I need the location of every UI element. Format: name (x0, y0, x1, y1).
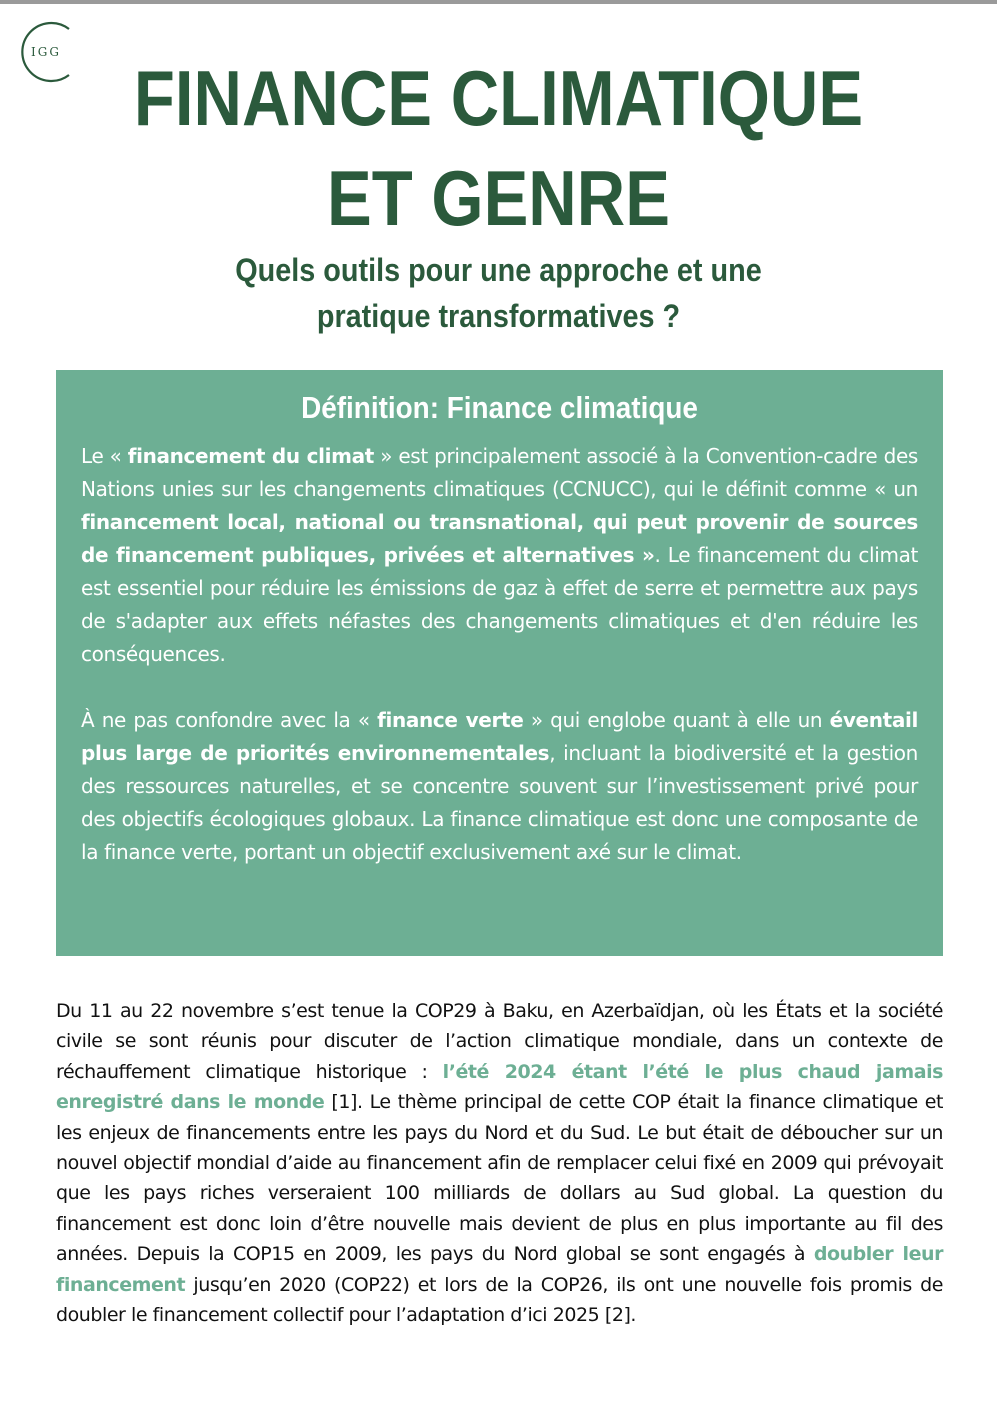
definition-box (56, 370, 943, 956)
definition-paragraph-1 (81, 440, 918, 671)
page-title-line-2: ET GENRE (327, 154, 670, 242)
bold-term: financement local, national ou transnational, qui peut provenir de sources de financement publiques, privées et alternatives » (81, 510, 918, 567)
bold-term: financement du climat (127, 444, 374, 468)
bold-term: éventail plus large de priorités environnementales (81, 708, 918, 765)
page-title-line-1: FINANCE CLIMATIQUE (133, 54, 864, 142)
text-run: jusqu’en 2020 (COP22) et lors de la COP26, ils ont une nouvelle fois promis de doubler le financement collectif pour l’adaptation d’ici 2025 [2]. (56, 1273, 943, 1327)
definition-title: Définition: Finance climatique (301, 390, 698, 425)
text-run: » qui englobe quant à elle un (523, 708, 830, 732)
text-run: Le « (81, 444, 128, 468)
page-title (70, 48, 927, 248)
link-hottest-summer[interactable]: l’été 2024 étant l’été le plus chaud jamais enregistré dans le monde (56, 1060, 943, 1114)
igg-logo (13, 20, 73, 84)
text-run: [1]. Le thème principal de cette COP était la finance climatique et les enjeux de financements entre les pays du Nord et du Sud. Le but était de déboucher sur un nouvel objectif mondial d’aide au financement afin de remplacer celui fixé en 2009 qui prévoyait que les pays riches verseraient 100 milliards de dollars au Sud global. La question du financement est donc loin d’être nouvelle mais devient de plus en plus importante au fil des années. Depuis la COP15 en 2009, les pays du Nord global se sont engagés à (56, 1091, 943, 1266)
page-subtitle-line-2: pratique transformatives ? (316, 298, 681, 334)
definition-paragraph-2 (81, 704, 918, 869)
text-run: À ne pas confondre avec la « (81, 708, 378, 732)
page-subtitle (50, 247, 947, 339)
logo-text: IGG (31, 45, 61, 59)
bold-term: finance verte (377, 708, 524, 732)
top-border (0, 0, 997, 4)
text-run: Du 11 au 22 novembre s’est tenue la COP29 à Baku, en Azerbaïdjan, où les États et la société civile se sont réunis pour discuter de l’action climatique mondiale, dans un contexte de réchauffement climatique historique : (56, 1000, 943, 1083)
text-run: » est principalement associé à la Convention-cadre des Nations unies sur les changements climatiques (CCNUCC), qui le définit comme « un (81, 444, 918, 501)
text-run: . Le financement du climat est essentiel pour réduire les émissions de gaz à effet de serre et permettre aux pays de s'adapter aux effets néfastes des changements climatiques et d'en réduire les conséquences. (81, 543, 918, 666)
page-subtitle-line-1: Quels outils pour une approche et une (235, 252, 762, 288)
text-run: , incluant la biodiversité et la gestion des ressources naturelles, et se concentre souvent sur l’investissement privé pour des objectifs écologiques globaux. La finance climatique est donc une composante de la finance verte, portant un objectif exclusivement axé sur le climat. (81, 741, 918, 864)
link-double-funding[interactable]: doubler leur financement (56, 1243, 944, 1296)
body-paragraph (56, 996, 943, 1330)
